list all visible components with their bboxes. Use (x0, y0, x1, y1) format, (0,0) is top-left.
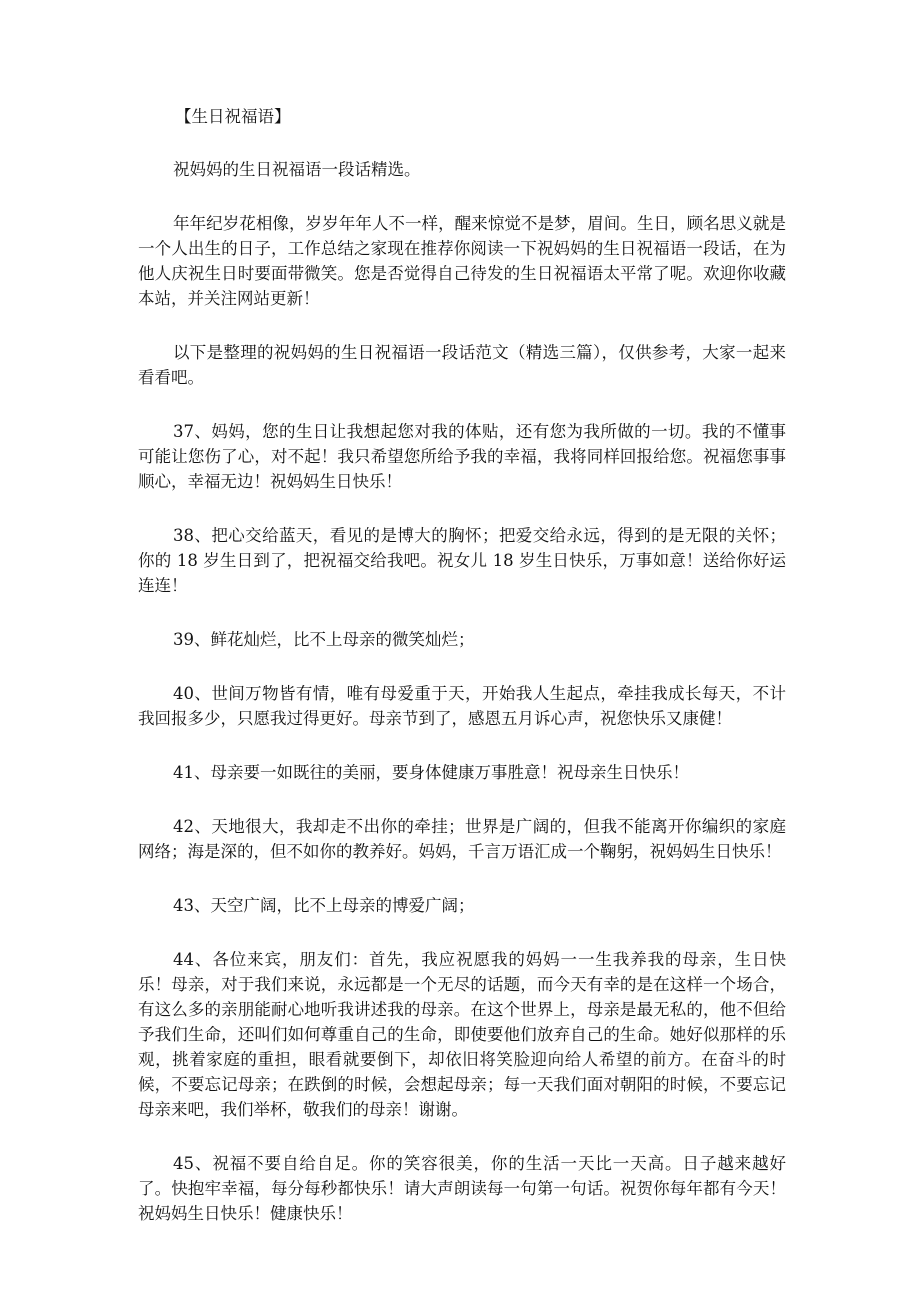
blessing-42: 42、天地很大，我却走不出你的牵挂；世界是广阔的，但我不能离开你编织的家庭网络；海是深的，但不如你的教养好。妈妈，千言万语汇成一个鞠躬，祝妈妈生日快乐！ (138, 817, 786, 861)
blessing-44: 44、各位来宾，朋友们：首先，我应祝愿我的妈妈一一生我养我的母亲，生日快乐！母亲，对于我们来说，永远都是一个无尽的话题，而今天有幸的是在这样一个场合，有这么多的亲朋能耐心地听我讲述我的母亲。在这个世界上，母亲是最无私的，他不但给予我们生命，还叫们如何尊重自己的生命，即使要他们放弃自己的生命。她好似那样的乐观，挑着家庭的重担，眼看就要倒下，却依旧将笑脸迎向给人希望的前方。在奋斗的时候，不要忘记母亲；在跌倒的时候，会想起母亲；每一天我们面对朝阳的时候，不要忘记母亲来吧，我们举杯，敬我们的母亲！谢谢。 (138, 950, 786, 1119)
blessing-37: 37、妈妈，您的生日让我想起您对我的体贴，还有您为我所做的一切。我的不懂事可能让您伤了心，对不起！我只希望您所给予我的幸福，我将同样回报给您。祝福您事事顺心，幸福无边！祝妈妈生日快乐！ (138, 422, 786, 491)
intro-paragraph: 祝妈妈的生日祝福语一段话精选。 (173, 160, 421, 179)
preface-paragraph: 以下是整理的祝妈妈的生日祝福语一段话范文（精选三篇），仅供参考，大家一起来看看吧。 (138, 343, 786, 387)
document-page (138, 104, 786, 1255)
document-heading: 【生日祝福语】 (175, 107, 291, 126)
blessing-41: 41、母亲要一如既往的美丽，要身体健康万事胜意！祝母亲生日快乐！ (173, 763, 689, 782)
blessing-38: 38、把心交给蓝天，看见的是博大的胸怀；把爱交给永远，得到的是无限的关怀；你的 18 岁生日到了，把祝福交给我吧。祝女儿 18 岁生日快乐，万事如意！送给你好运连连！ (138, 526, 786, 595)
description-paragraph: 年年纪岁花相像，岁岁年年人不一样，醒来惊觉不是梦，眉间。生日，顾名思义就是一个人出生的日子，工作总结之家现在推荐你阅读一下祝妈妈的生日祝福语一段话，在为他人庆祝生日时要面带微笑。您是否觉得自己待发的生日祝福语太平常了呢。欢迎你收藏本站，并关注网站更新！ (138, 214, 786, 308)
blessing-43: 43、天空广阔，比不上母亲的博爱广阔； (173, 896, 475, 915)
blessing-45: 45、祝福不要自给自足。你的笑容很美，你的生活一天比一天高。日子越来越好了。快抱牢幸福，每分每秒都快乐！请大声朗读每一句第一句话。祝贺你每年都有今天！祝妈妈生日快乐！健康快乐！ (138, 1154, 786, 1223)
blessing-39: 39、鲜花灿烂，比不上母亲的微笑灿烂； (173, 630, 475, 649)
blessing-40: 40、世间万物皆有情，唯有母爱重于天，开始我人生起点，牵挂我成长每天，不计我回报多少，只愿我过得更好。母亲节到了，感恩五月诉心声，祝您快乐又康健！ (138, 684, 786, 728)
